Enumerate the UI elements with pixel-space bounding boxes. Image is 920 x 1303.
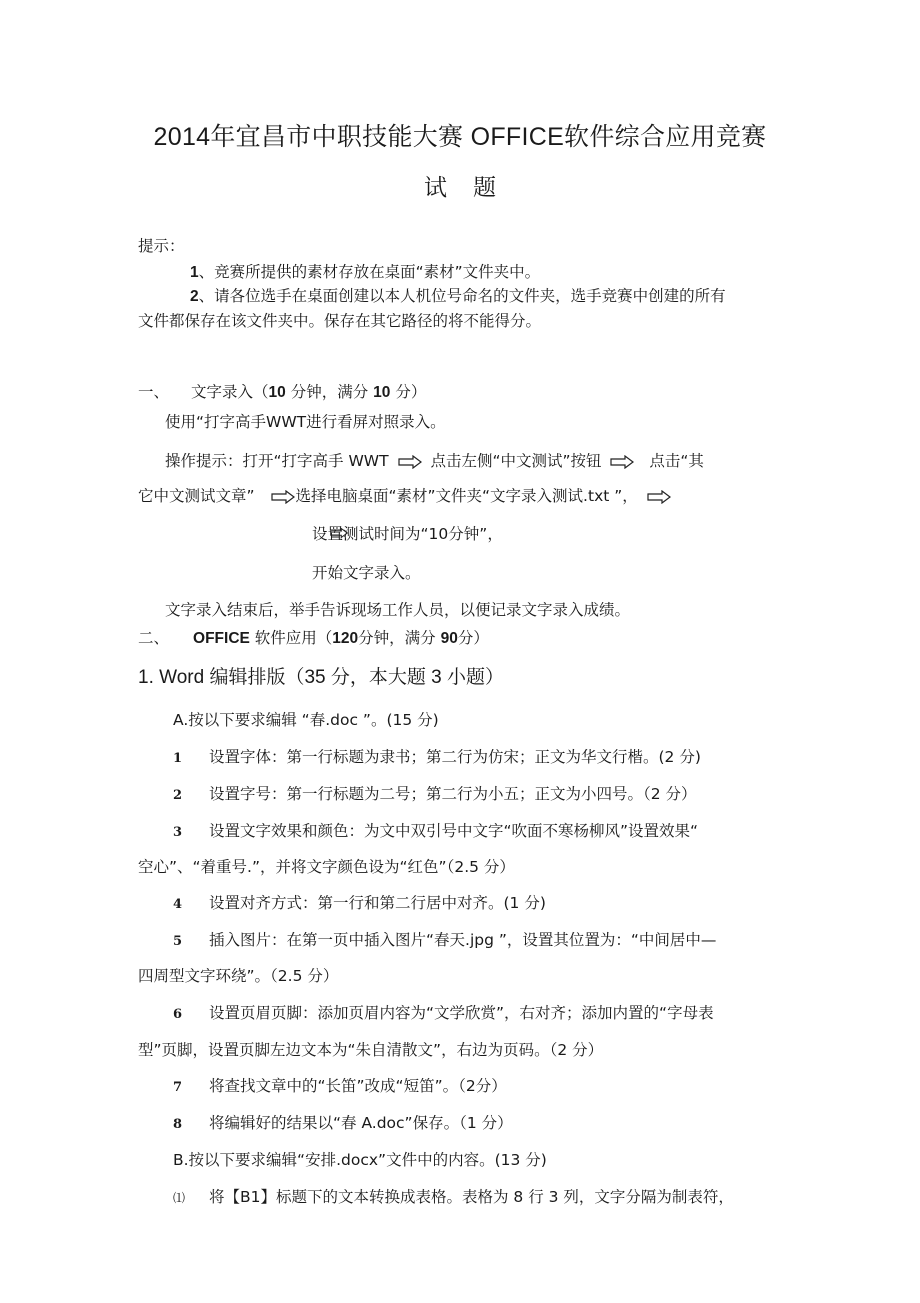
part-a-item-3-continued: 空心”、“着重号.”，并将文字颜色设为“红色”（2.5 分） [138,858,515,876]
tip-number: 2 [190,288,199,305]
item-number: 8 [173,1117,183,1132]
section-heading-text: 分） [457,629,489,647]
part-a-item-3 [173,821,698,843]
section-heading-text: 软件应用（ [249,629,333,647]
part-a-item-8 [173,1113,513,1135]
tip-number: 1 [190,264,199,281]
section-score: 90 [440,630,458,647]
section-prefix: 一、 [138,383,170,401]
tip-item-2-continued: 文件都保存在该文件夹中。保存在其它路径的将不能得分。 [138,312,542,330]
word-heading: 1. Word 编辑排版（35 分，本大题 3 小题） [138,667,504,688]
section-heading-text: 分钟，满分 [358,629,441,647]
tips-label: 提示： [138,237,185,255]
part-a-item-5-continued: 四周型文字环绕”。（2.5 分） [138,967,339,985]
arrow-right-icon [610,455,634,469]
part-a-heading: A.按以下要求编辑 “春.doc ”。(15 分) [173,711,439,729]
tip-text: 、请各位选手在桌面创建以本人机位号命名的文件夹，选手竞赛中创建的所有 [198,287,726,305]
document-title: 2014年宜昌市中职技能大赛 OFFICE软件综合应用竞赛 [153,123,767,151]
op-step: 设 [312,525,328,543]
section-heading-text: 分钟，满分 [285,383,374,401]
section-1-instruction: 使用“打字高手WWT进行看屏对照录入。 [165,413,446,431]
item-number: 3 [173,825,183,840]
operation-step-set-time [312,524,503,544]
section-1-closing: 文字录入结束后，举手告诉现场工作人员，以便记录文字录入成绩。 [165,601,631,619]
item-text: 将【B1】标题下的文本转换成表格。表格为 8 行 3 列，文字分隔为制表符， [209,1188,734,1206]
op-step: 它中文测试文章” [138,487,255,505]
item-number: 4 [173,897,183,912]
part-a-item-5 [173,930,716,952]
op-label: 操作提示：打开“打字高手 WWT [165,452,389,470]
op-step-char: 置 [327,525,344,543]
item-number: 1 [173,751,183,766]
item-number: ⑴ [173,1191,186,1205]
section-1-heading [138,382,426,403]
part-a-item-6 [173,1003,714,1025]
tip-item-2 [190,286,726,307]
part-a-item-1 [173,747,701,769]
item-text: 将查找文章中的“长笛”改成“短笛”。（2分） [209,1077,507,1095]
part-a-item-4 [173,893,546,915]
operation-step-start: 开始文字录入。 [312,564,421,582]
item-text: 设置页眉页脚：添加页眉内容为“文学欣赏”，右对齐；添加内置的“字母表 [209,1004,714,1022]
arrow-right-icon [271,490,295,504]
item-text: 将编辑好的结果以“春 A.doc”保存。（1 分） [209,1114,513,1132]
op-step: 点击“其 [649,452,704,470]
section-score: 10 [373,384,391,401]
arrow-right-icon [647,490,671,504]
section-minutes: 120 [332,630,359,647]
section-2-heading [138,628,489,649]
operation-tips-line [165,451,704,471]
arrow-right-icon [330,527,348,539]
arrow-right-icon [398,455,422,469]
tip-text: 、竞赛所提供的素材存放在桌面“素材”文件夹中。 [198,263,541,281]
item-number: 7 [173,1080,183,1095]
item-text: 设置字体：第一行标题为隶书；第二行为仿宋；正文为华文行楷。(2 分) [209,748,701,766]
part-a-item-2 [173,784,697,806]
item-number: 6 [173,1007,183,1022]
item-text: 设置文字效果和颜色：为文中双引号中文字“吹面不寒杨柳风”设置效果“ [209,822,699,840]
item-text: 插入图片：在第一页中插入图片“春天.jpg ”，设置其位置为：“中间居中— [209,931,717,949]
op-step: 测试时间为“10分钟”， [343,525,503,543]
item-text: 设置字号：第一行标题为二号；第二行为小五；正文为小四号。（2 分） [209,785,697,803]
op-step: 选择电脑桌面“素材”文件夹“文字录入测试.txt ”， [295,487,638,505]
section-heading-text: 分） [390,383,427,401]
section-minutes: 10 [268,384,286,401]
part-a-item-7 [173,1076,507,1098]
item-text: 设置对齐方式：第一行和第二行居中对齐。(1 分) [209,894,546,912]
section-prefix: 二、 [138,629,170,647]
tip-item-1 [190,262,540,283]
op-step [328,524,344,544]
item-number: 2 [173,788,183,803]
section-heading-text: 文字录入（ [191,383,269,401]
part-a-item-6-continued: 型”页脚，设置页脚左边文本为“朱自清散文”，右边为页码。（2 分） [138,1041,604,1059]
section-name: OFFICE [193,630,250,647]
item-number: 5 [173,934,183,949]
document-subtitle: 试题 [424,174,522,200]
operation-tips-line-2 [138,486,675,506]
part-b-heading: B.按以下要求编辑“安排.docx”文件中的内容。(13 分) [173,1151,547,1169]
part-b-item-1 [173,1187,734,1208]
op-step: 点击左侧“中文测试”按钮 [430,452,602,470]
